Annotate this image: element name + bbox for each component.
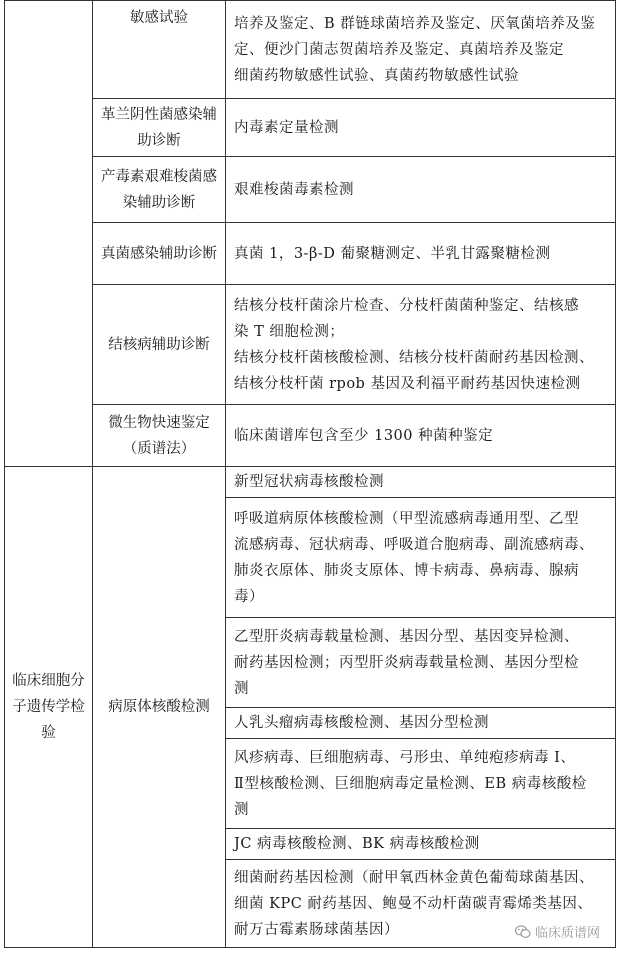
item-cell: 微生物快速鉴定（质谱法） <box>93 405 226 467</box>
content-cell: 培养及鉴定、B 群链球菌培养及鉴定、厌氧菌培养及鉴 定、便沙门菌志贺菌培养及鉴定、真菌培养及鉴定 细菌药物敏感性试验、真菌药物敏感性试验 <box>226 1 616 99</box>
content-cell: JC 病毒核酸检测、BK 病毒核酸检测 <box>226 829 616 860</box>
content-cell: 真菌 1，3-β-D 葡聚糖测定、半乳甘露聚糖检测 <box>226 223 616 285</box>
test-items-table <box>4 0 616 948</box>
wechat-icon <box>515 925 531 939</box>
content-cell: 结核分枝杆菌涂片检查、分枝杆菌菌种鉴定、结核感 染 T 细胞检测； 结核分枝杆菌核酸检测、结核分枝杆菌耐药基因检测、 结核分枝杆菌 rpob 基因及利福平耐药基因快速检测 <box>226 285 616 405</box>
content-cell: 临床菌谱库包含至少 1300 种菌种鉴定 <box>226 405 616 467</box>
watermark <box>515 922 600 941</box>
table-row <box>5 285 616 405</box>
item-cell: 结核病辅助诊断 <box>93 285 226 405</box>
content-cell: 风疹病毒、巨细胞病毒、弓形虫、单纯疱疹病毒 Ⅰ、 Ⅱ型核酸检测、巨细胞病毒定量检测、EB 病毒核酸检 测 <box>226 739 616 829</box>
content-cell: 呼吸道病原体核酸检测（甲型流感病毒通用型、乙型 流感病毒、冠状病毒、呼吸道合胞病毒、副流感病毒、 肺炎衣原体、肺炎支原体、博卡病毒、鼻病毒、腺病 毒） <box>226 498 616 618</box>
watermark-text: 临床质谱网 <box>534 926 600 941</box>
table-row <box>5 1 616 99</box>
table-row <box>5 223 616 285</box>
category-cell-empty <box>5 1 93 467</box>
item-cell: 产毒素艰难梭菌感染辅助诊断 <box>93 157 226 223</box>
table-row <box>5 157 616 223</box>
table-row <box>5 405 616 467</box>
table-row <box>5 467 616 498</box>
table-row <box>5 99 616 157</box>
item-cell: 敏感试验 <box>93 1 226 99</box>
content-cell: 艰难梭菌毒素检测 <box>226 157 616 223</box>
content-cell: 新型冠状病毒核酸检测 <box>226 467 616 498</box>
item-cell: 革兰阴性菌感染辅助诊断 <box>93 99 226 157</box>
content-cell: 人乳头瘤病毒核酸检测、基因分型检测 <box>226 708 616 739</box>
content-cell: 细菌耐药基因检测（耐甲氧西林金黄色葡萄球菌基因、 细菌 KPC 耐药基因、鲍曼不动杆菌碳青霉烯类基因、 耐万古霉素肠球菌基因） <box>226 860 616 948</box>
category-cell: 临床细胞分子遗传学检验 <box>5 467 93 948</box>
item-cell: 病原体核酸检测 <box>93 467 226 948</box>
content-cell: 乙型肝炎病毒载量检测、基因分型、基因变异检测、 耐药基因检测；丙型肝炎病毒载量检测、基因分型检 测 <box>226 618 616 708</box>
content-cell: 内毒素定量检测 <box>226 99 616 157</box>
item-cell: 真菌感染辅助诊断 <box>93 223 226 285</box>
